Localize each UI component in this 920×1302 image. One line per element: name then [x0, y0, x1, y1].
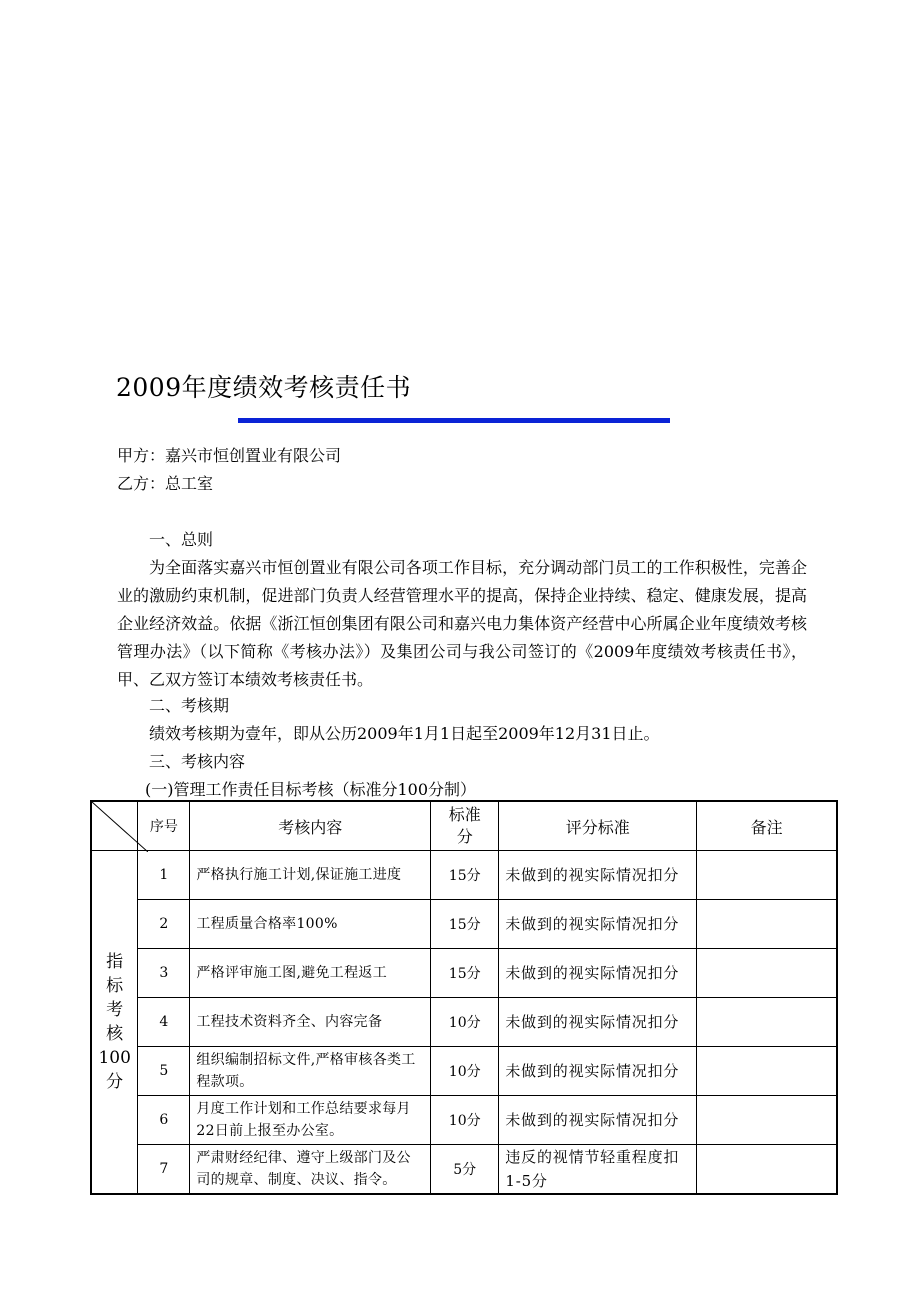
row-note [697, 949, 837, 998]
row-criteria: 未做到的视实际情况扣分 [499, 998, 697, 1047]
table-row [91, 1047, 837, 1096]
group-label-line: 考核 [106, 1000, 124, 1044]
row-criteria: 未做到的视实际情况扣分 [499, 900, 697, 949]
party-b: 乙方：总工室 [117, 474, 214, 493]
assessment-table [90, 800, 838, 1195]
header-seq: 序号 [138, 801, 190, 851]
row-content: 工程质量合格率100% [190, 900, 431, 949]
diagonal-header-cell [91, 801, 138, 851]
table-row [91, 900, 837, 949]
group-label-line: 100 [98, 1048, 131, 1068]
table-row [91, 998, 837, 1047]
row-seq: 4 [138, 998, 190, 1047]
section-body-period: 绩效考核期为壹年，即从公历2009年1月1日起至2009年12月31日止。 [149, 724, 660, 743]
row-content: 严格执行施工计划,保证施工进度 [190, 851, 431, 900]
row-criteria: 违反的视情节轻重程度扣1-5分 [499, 1145, 697, 1195]
row-score: 15分 [431, 900, 499, 949]
row-content: 月度工作计划和工作总结要求每月22日前上报至办公室。 [190, 1096, 431, 1145]
row-seq: 2 [138, 900, 190, 949]
row-score: 15分 [431, 851, 499, 900]
row-content: 工程技术资料齐全、内容完备 [190, 998, 431, 1047]
title-underline [238, 418, 670, 423]
row-note [697, 1047, 837, 1096]
table-row [91, 1145, 837, 1195]
header-content: 考核内容 [190, 801, 431, 851]
table-row [91, 1096, 837, 1145]
row-score: 10分 [431, 998, 499, 1047]
row-content: 严格评审施工图,避免工程返工 [190, 949, 431, 998]
section-heading-period: 二、考核期 [149, 696, 230, 715]
row-score: 10分 [431, 1096, 499, 1145]
header-standard-line2: 分 [456, 827, 473, 846]
row-note [697, 1145, 837, 1195]
diagonal-line [92, 802, 148, 852]
section-heading-general: 一、总则 [149, 530, 214, 549]
row-criteria: 未做到的视实际情况扣分 [499, 1096, 697, 1145]
header-criteria: 评分标准 [499, 801, 697, 851]
row-criteria: 未做到的视实际情况扣分 [499, 851, 697, 900]
table-row [91, 851, 837, 900]
row-seq: 3 [138, 949, 190, 998]
row-criteria: 未做到的视实际情况扣分 [499, 949, 697, 998]
row-note [697, 851, 837, 900]
row-note [697, 900, 837, 949]
row-seq: 1 [138, 851, 190, 900]
table-header-row [91, 801, 837, 851]
group-label-line: 分 [106, 1072, 124, 1092]
row-score: 15分 [431, 949, 499, 998]
group-label-line: 指标 [106, 952, 124, 996]
section-heading-content: 三、考核内容 [149, 752, 246, 771]
row-score: 5分 [431, 1145, 499, 1195]
row-content: 组织编制招标文件,严格审核各类工程款项。 [190, 1047, 431, 1096]
row-seq: 5 [138, 1047, 190, 1096]
header-standard-line1: 标准 [448, 805, 481, 824]
subsection-heading: (一)管理工作责任目标考核（标准分100分制） [145, 780, 477, 799]
row-seq: 7 [138, 1145, 190, 1195]
party-a: 甲方：嘉兴市恒创置业有限公司 [117, 446, 342, 465]
table-row [91, 949, 837, 998]
header-standard [431, 801, 499, 851]
document-title: 2009年度绩效考核责任书 [116, 373, 412, 402]
row-seq: 6 [138, 1096, 190, 1145]
row-note [697, 998, 837, 1047]
row-note [697, 1096, 837, 1145]
header-note: 备注 [697, 801, 837, 851]
row-score: 10分 [431, 1047, 499, 1096]
row-criteria: 未做到的视实际情况扣分 [499, 1047, 697, 1096]
section-body-general: 为全面落实嘉兴市恒创置业有限公司各项工作目标，充分调动部门员工的工作积极性，完善企业的激励约束机制，促进部门负责人经营管理水平的提高，保持企业持续、稳定、健康发展，提高企业经济效益。依据《浙江恒创集团有限公司和嘉兴电力集体资产经营中心所属企业年度绩效考核管理办法》（以下简称《考核办法》）及集团公司与我公司签订的《2009年度绩效考核责任书》，甲、乙双方签订本绩效考核责任书。 [117, 558, 807, 689]
row-content: 严肃财经纪律、遵守上级部门及公司的规章、制度、决议、指令。 [190, 1145, 431, 1195]
group-label-cell [91, 851, 138, 1195]
